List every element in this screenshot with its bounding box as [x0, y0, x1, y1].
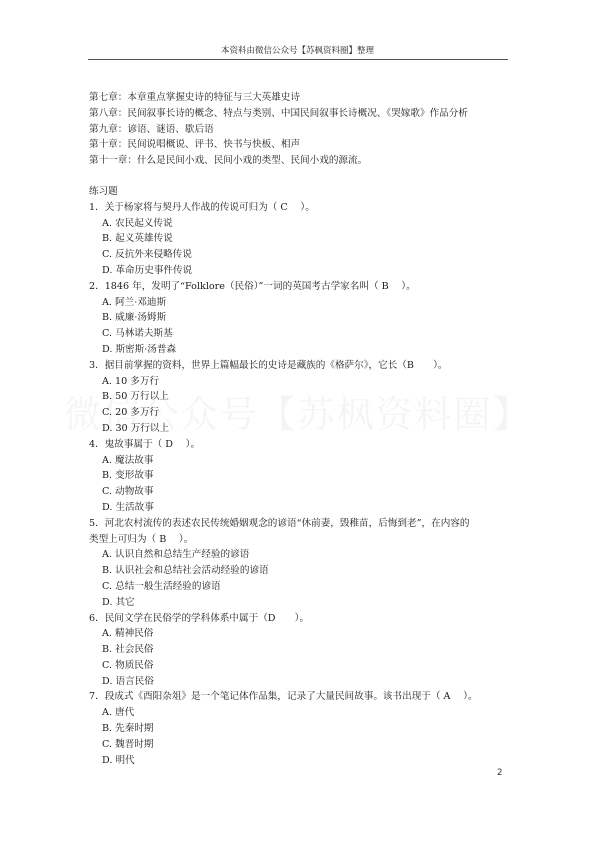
- option-d: D. 明代: [102, 754, 135, 766]
- option-a: A. 精神民俗: [102, 628, 154, 640]
- option-c: C. 魏晋时期: [102, 738, 154, 750]
- option-a: A. 唐代: [102, 707, 135, 719]
- option-a: A. 魔法故事: [102, 454, 154, 466]
- option-b: B. 威廉·汤姆斯: [102, 312, 167, 324]
- option-a: A. 认识自然和总结生产经验的谚语: [102, 549, 250, 561]
- question-2: [89, 279, 519, 358]
- question-text: 3．据目前掌握的资料，世界上篇幅最长的史诗是藏族的《格萨尔》，它长（B ）。: [89, 359, 448, 371]
- section-title: 练习题: [89, 185, 118, 197]
- option-a: A. 10 多万行: [102, 375, 160, 387]
- chapter-line: 第七章：本章重点掌握史诗的特征与三大英雄史诗: [89, 92, 301, 103]
- question-text: 2．1846 年，发明了“Folklore（民俗）”一词的英国考古学家名叫（ B ）。: [89, 280, 416, 292]
- option-b: B. 先秦时期: [102, 723, 154, 735]
- option-d: D. 其它: [102, 596, 135, 608]
- question-text: 6．民间文学在民俗学的学科体系中属于（D ）。: [89, 612, 310, 624]
- question-1: [89, 200, 519, 279]
- question-text: 1．关于杨家将与契丹人作战的传说可归为（ C ）。: [89, 201, 315, 213]
- question-text: 7．段成式《酉阳杂俎》是一个笔记体作品集，记录了大量民间故事。该书出现于（ A ）。: [89, 691, 478, 703]
- option-b: B. 50 万行以上: [102, 391, 169, 403]
- chapter-line: 第九章：谚语、谜语、歇后语: [89, 123, 214, 135]
- question-4: [89, 437, 519, 516]
- option-d: D. 生活故事: [102, 501, 154, 513]
- option-c: C. 马林诺夫斯基: [102, 328, 173, 340]
- question-6: [89, 611, 519, 690]
- option-d: D. 斯密斯·汤普森: [102, 343, 177, 355]
- question-3: [89, 358, 519, 437]
- page-content: [89, 90, 519, 768]
- chapter-line: 第十一章：什么是民间小戏、民间小戏的类型、民间小戏的源流。: [89, 155, 368, 167]
- option-b: B. 社会民俗: [102, 644, 154, 656]
- option-c: C. 20 多万行: [102, 407, 160, 419]
- option-c: C. 动物故事: [102, 486, 154, 498]
- chapter-line: 第十章：民间说唱概说、评书、快书与快板、相声: [89, 139, 301, 151]
- option-b: B. 起义英雄传说: [102, 233, 173, 245]
- option-b: B. 变形故事: [102, 470, 154, 482]
- option-c: C. 反抗外来侵略传说: [102, 249, 192, 261]
- option-c: C. 物质民俗: [102, 659, 154, 671]
- question-text-cont: 类型上可归为（ B ）。: [89, 533, 194, 545]
- option-d: D. 革命历史事件传说: [102, 264, 193, 276]
- chapter-line: 第八章：民间叙事长诗的概念、特点与类别、中国民间叙事长诗概况、《哭嫁歌》作品分析: [89, 107, 468, 119]
- option-d: D. 语言民俗: [102, 675, 154, 687]
- option-a: A. 阿兰·邓迪斯: [102, 296, 167, 308]
- option-b: B. 认识社会和总结社会活动经验的谚语: [102, 565, 269, 577]
- question-7: [89, 689, 519, 768]
- chapter-list: [89, 90, 519, 169]
- question-5: [89, 516, 519, 611]
- header-rule: [88, 59, 508, 60]
- question-text: 5．河北农村流传的表述农民传统婚姻观念的谚语“休前妻，毁稚苗，后悔到老”，在内容的: [89, 517, 470, 529]
- option-d: D. 30 万行以上: [102, 422, 170, 434]
- question-text: 4．鬼故事属于（ D ）。: [89, 438, 201, 450]
- page-header: 本资料由微信公众号【苏枫资料圈】整理: [220, 46, 374, 56]
- option-a: A. 农民起义传说: [102, 217, 173, 229]
- page-number: 2: [497, 768, 503, 778]
- option-c: C. 总结一般生活经验的谚语: [102, 580, 221, 592]
